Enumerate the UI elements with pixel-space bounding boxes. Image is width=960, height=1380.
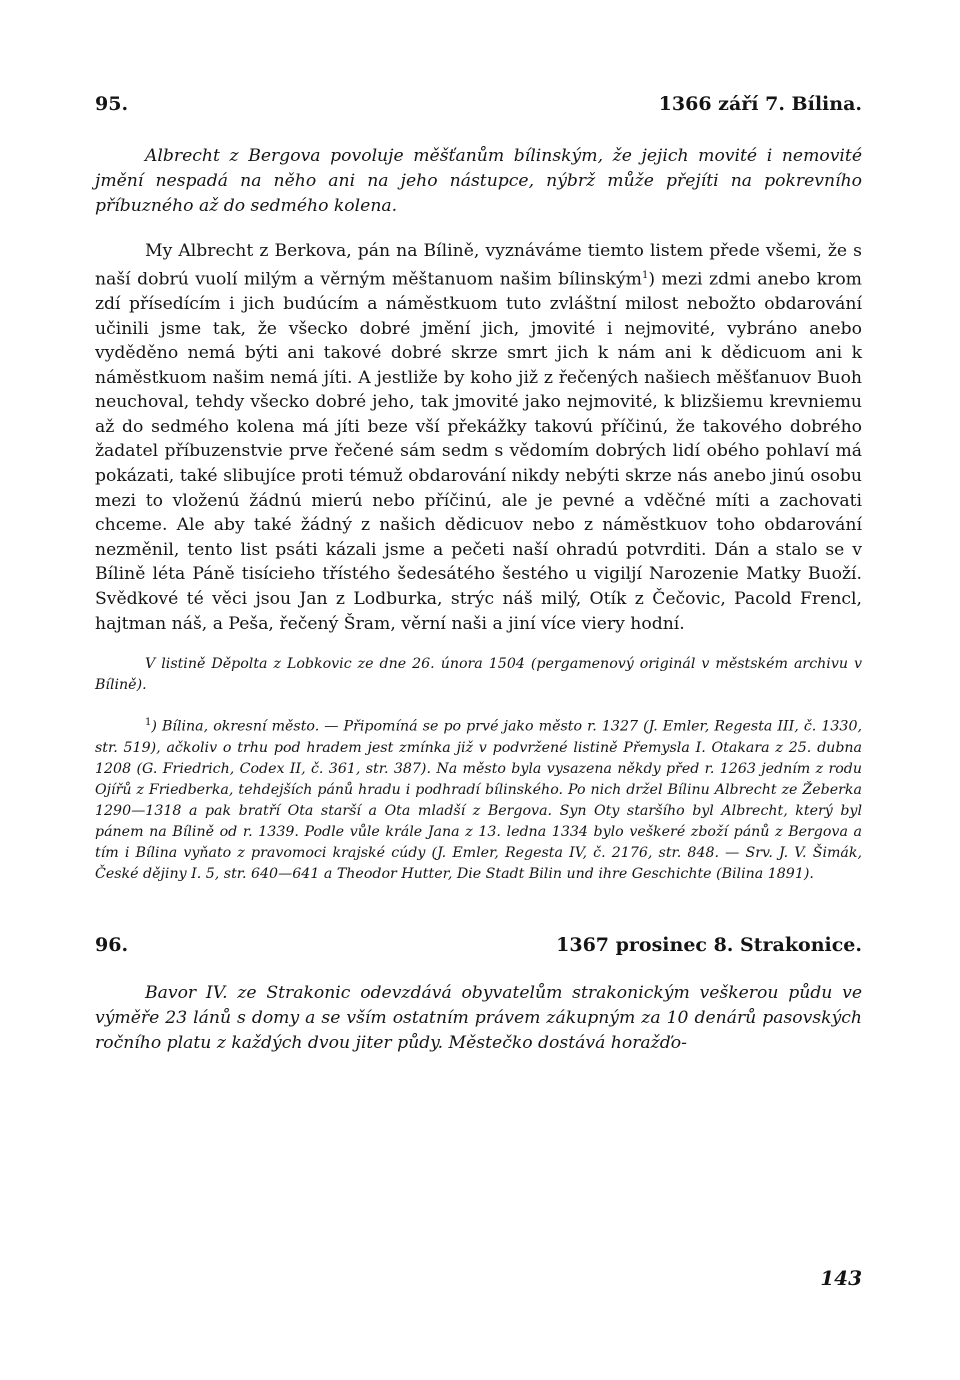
entry-date-place: 1367 prosinec 8. Strakonice. (556, 933, 862, 956)
entry-regest: Bavor IV. ze Strakonic odevzdává obyvatelům strakonickým veškerou půdu ve výměře 23 lánů s domy a se vším ostatním právem zákupným za 10 denárů pasovských ročního platu z každých dvou jiter půdy. Městečko dostává horažďo- (95, 982, 862, 1053)
page-number: 143 (820, 1266, 862, 1290)
footnote-text: ) Bílina, okresní město. — Připomíná se po prvé jako město r. 1327 (J. Emler, Regesta III, č. 1330, str. 519), ačkoliv o trhu pod hradem jest zmínka již v podvržené listině Přemysla I. Otakara z 25. dubna 1208 (G. Friedrich, Codex II, č. 361, str. 387). Na město byla vysazena někdy před r. 1263 jedním z rodu Ojířů z Friedberka, tehdejších pánů hradu i podhradí bílinského. Po nich držel Bílinu Albrecht ze Žeberka 1290—1318 a pak bratří Ota starší a Ota mladší z Bergova. Syn Oty staršího byl Albrecht, který byl pánem na Bílině od r. 1339. Podle vůle krále Jana z 13. ledna 1334 bylo veškeré zboží pánů z Bergova a tím i Bílina vyňato z pravomoci krajské cúdy (J. Emler, Regesta IV, č. 2176, str. 848. — Srv. J. V. Šimák, České dějiny I. 5, str. 640—641 a Theodor Hutter, Die Stadt Bilin und ihre Geschichte (Bilina 1891). (95, 718, 862, 882)
footnote (95, 712, 862, 885)
charter-text-part: ) mezi zdmi anebo krom zdí přísedícím i jich budúcím a náměstkuom tuto zvláštní milost nebožto obdarování učinili jsme tak, že všecko dobré jmění jich, jmovité i nejmovité, vybráno anebo vyděděno nemá býti ani takové dobré skrze smrt jich k nám ani k dědicuom ani k náměstkuom našim nemá jíti. A jestliže by koho již z řečených našiech měšťanuov Buoh neuchoval, tehdy všecko dobré jeho, tak jmovité jako nejmovité, k blizšiemu krevniemu až do sedmého kolena má jíti beze vší překážky takovú příčinú, že takového dobrého žadatel příbuzenstvie prve řečené sám sedm s vědomím dobrých lidí obého pohlaví má pokázati, také slibujíce proti témuž obdarování nikdy nebýti skrze nás anebo jinú osobu mezi to vloženú žádnú mierú nebo příčinú, ale je pevné a vděčné míti a zachovati chceme. Ale aby také žádný z našich dědicuov nebo z náměstkuov toho obdarování nezměnil, tento list psáti kázali jsme a pečeti naší ohradú potvrditi. Dán a stalo se v Bílině léta Páně tisícieho třístého šedesátého šestého u vigiljí Narozenie Matky Buoží. Svědkové té věci jsou Jan z Lodburka, strýc náš milý, Otík z Čečovic, Pacold Frencl, hajtman náš, a Peša, řečený Šram, věrní naši a jiní více viery hodní. (95, 269, 862, 634)
source-note: V listině Děpolta z Lobkovic ze dne 26. února 1504 (pergamenový originál v městském archivu v Bílině). (95, 656, 862, 694)
entry-number: 96. (95, 933, 129, 956)
charter-text-part: My Albrecht z Berkova, pán na Bílině, vyznáváme tiemto listem přede všemi, že s naší dobrú vuolí milým a věrným měštanuom našim bílinským (95, 241, 862, 290)
footnote-marker: 1 (145, 717, 152, 729)
charter-text (95, 239, 862, 636)
entry-regest: Albrecht z Bergova povoluje měšťanům bílinským, že jejich movité i nemovité jmění nespadá na něho ani na jeho nástupce, nýbrž může přejíti na pokrevního příbuzného až do sedmého kolena. (95, 146, 862, 216)
entry-heading (95, 92, 862, 116)
footnote-reference: 1 (641, 269, 649, 281)
entry-number: 95. (95, 93, 129, 115)
document-page (95, 92, 862, 1056)
entry-date-place: 1366 září 7. Bílina. (658, 93, 862, 115)
entry-heading (95, 933, 862, 957)
